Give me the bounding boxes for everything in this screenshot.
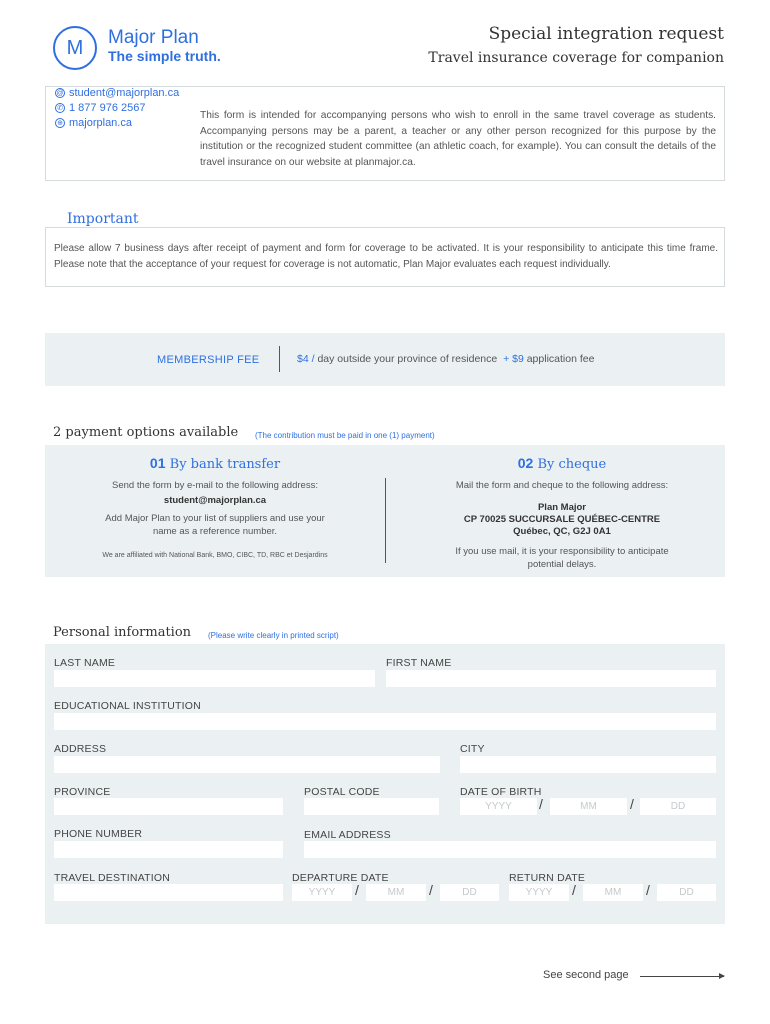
dob-day-field[interactable] xyxy=(640,798,716,815)
dob-year-placeholder: YYYY xyxy=(485,801,512,812)
fee-day-text: day outside your province of residence xyxy=(317,353,498,365)
personal-note: (Please write clearly in printed script) xyxy=(208,631,339,640)
destination-field[interactable] xyxy=(54,884,283,901)
brand-name: Major Plan xyxy=(108,27,199,48)
contact-website-text: majorplan.ca xyxy=(69,117,132,129)
return-label: RETURN DATE xyxy=(509,872,586,884)
return-month-field[interactable] xyxy=(583,884,643,901)
option2-number: 02 xyxy=(517,455,534,471)
address-label: ADDRESS xyxy=(54,743,107,755)
dob-month-placeholder: MM xyxy=(580,801,597,812)
fee-plus: + $9 xyxy=(503,353,524,365)
payment-title: 2 payment options available xyxy=(53,425,239,440)
return-day-placeholder: DD xyxy=(679,887,694,898)
phone-label: PHONE NUMBER xyxy=(54,828,143,840)
email-field[interactable] xyxy=(304,841,716,858)
option2-heading xyxy=(392,455,732,472)
destination-label: TRAVEL DESTINATION xyxy=(54,872,171,884)
dob-month-field[interactable] xyxy=(550,798,627,815)
province-label: PROVINCE xyxy=(54,786,111,798)
contact-website[interactable] xyxy=(55,117,132,129)
option1-heading xyxy=(45,455,385,472)
option1-line2: Add Major Plan to your list of suppliers and use your xyxy=(105,513,325,524)
at-icon: @ xyxy=(56,89,64,97)
departure-sep-1: / xyxy=(355,882,359,898)
important-text: Please allow 7 business days after receipt of payment and form for coverage to be activated. It is your responsibility to anticipate this time frame. Please note that the acceptance of your request for coverage is not automatic, Plan Major evaluates each request individually. xyxy=(54,243,718,270)
option2-line1: Mail the form and cheque to the following address: xyxy=(455,480,669,491)
first-name-label: FIRST NAME xyxy=(386,657,452,669)
departure-year-field[interactable] xyxy=(292,884,352,901)
departure-day-placeholder: DD xyxy=(462,887,477,898)
brand-tagline: The simple truth. xyxy=(108,48,221,64)
departure-label: DEPARTURE DATE xyxy=(292,872,389,884)
departure-month-field[interactable] xyxy=(366,884,426,901)
return-sep-2: / xyxy=(646,882,650,898)
arrow-right-icon xyxy=(640,976,724,977)
option2-addr2: CP 70025 SUCCURSALE QUÉBEC-CENTRE xyxy=(463,514,661,525)
postal-code-field[interactable] xyxy=(304,798,439,815)
dob-label: DATE OF BIRTH xyxy=(460,786,542,798)
phone-icon: ✆ xyxy=(55,103,65,113)
intro-text: This form is intended for accompanying persons who wish to enroll in the same travel coverage as students. Accompanying persons may be a parent, a teacher or any other person recognized for this purpose by the institution or the recognized student committee (an athletic coach, for example). You can consult the details of the travel insurance on our website at planmajor.ca. xyxy=(200,110,716,168)
city-label: CITY xyxy=(460,743,485,755)
contact-email-text: student@majorplan.ca xyxy=(69,87,180,99)
dob-sep-2: / xyxy=(630,796,634,812)
option1-line3: name as a reference number. xyxy=(152,526,278,537)
return-day-field[interactable] xyxy=(657,884,716,901)
option1-number: 01 xyxy=(149,455,166,471)
logo-icon xyxy=(53,26,97,70)
option2-addr3: Québec, QC, G2J 0A1 xyxy=(513,526,611,537)
logo-letter: M xyxy=(66,36,84,59)
option1-label: By bank transfer xyxy=(169,457,281,472)
dob-sep-1: / xyxy=(539,796,543,812)
fee-label: MEMBERSHIP FEE xyxy=(157,354,260,366)
departure-month-placeholder: MM xyxy=(387,887,405,898)
option2-label: By cheque xyxy=(537,457,607,472)
option2-line3: potential delays. xyxy=(527,559,597,570)
last-name-label: LAST NAME xyxy=(54,657,116,669)
important-title: Important xyxy=(61,211,145,227)
fee-text xyxy=(297,353,594,365)
province-field[interactable] xyxy=(54,798,283,815)
phone-field[interactable] xyxy=(54,841,283,858)
address-field[interactable] xyxy=(54,756,440,773)
institution-field[interactable] xyxy=(54,713,716,730)
option1-line1: Send the form by e-mail to the following address: xyxy=(112,480,318,491)
return-year-field[interactable] xyxy=(509,884,569,901)
fee-day-amount: $4 / xyxy=(297,353,315,365)
payment-divider xyxy=(385,478,386,563)
return-year-placeholder: YYYY xyxy=(525,887,553,898)
payment-note: (The contribution must be paid in one (1) payment) xyxy=(255,431,435,440)
last-name-field[interactable] xyxy=(54,670,375,687)
option2-line2: If you use mail, it is your responsibility to anticipate xyxy=(455,546,669,557)
option2-addr1: Plan Major xyxy=(537,502,587,513)
personal-title: Personal information xyxy=(53,625,192,640)
city-field[interactable] xyxy=(460,756,716,773)
dob-day-placeholder: DD xyxy=(670,801,686,812)
departure-year-placeholder: YYYY xyxy=(308,887,336,898)
fee-divider xyxy=(279,346,280,372)
contact-phone[interactable] xyxy=(55,102,145,114)
first-name-field[interactable] xyxy=(386,670,716,687)
form-subtitle: Travel insurance coverage for companion xyxy=(428,50,724,66)
departure-sep-2: / xyxy=(429,882,433,898)
return-sep-1: / xyxy=(572,882,576,898)
return-month-placeholder: MM xyxy=(604,887,622,898)
option1-affiliation: We are affiliated with National Bank, BMO, CIBC, TD, RBC et Desjardins xyxy=(102,552,328,559)
form-title: Special integration request xyxy=(488,24,724,44)
postal-code-label: POSTAL CODE xyxy=(304,786,380,798)
fee-app-text: application fee xyxy=(526,353,595,365)
departure-day-field[interactable] xyxy=(440,884,499,901)
option1-email: student@majorplan.ca xyxy=(163,495,267,506)
next-page-link[interactable]: See second page xyxy=(543,969,629,981)
globe-icon: ⊕ xyxy=(55,118,65,128)
contact-email[interactable] xyxy=(55,87,179,99)
institution-label: EDUCATIONAL INSTITUTION xyxy=(54,700,201,712)
dob-year-field[interactable] xyxy=(460,798,537,815)
contact-phone-text: 1 877 976 2567 xyxy=(69,102,146,114)
email-label: EMAIL ADDRESS xyxy=(304,829,391,841)
